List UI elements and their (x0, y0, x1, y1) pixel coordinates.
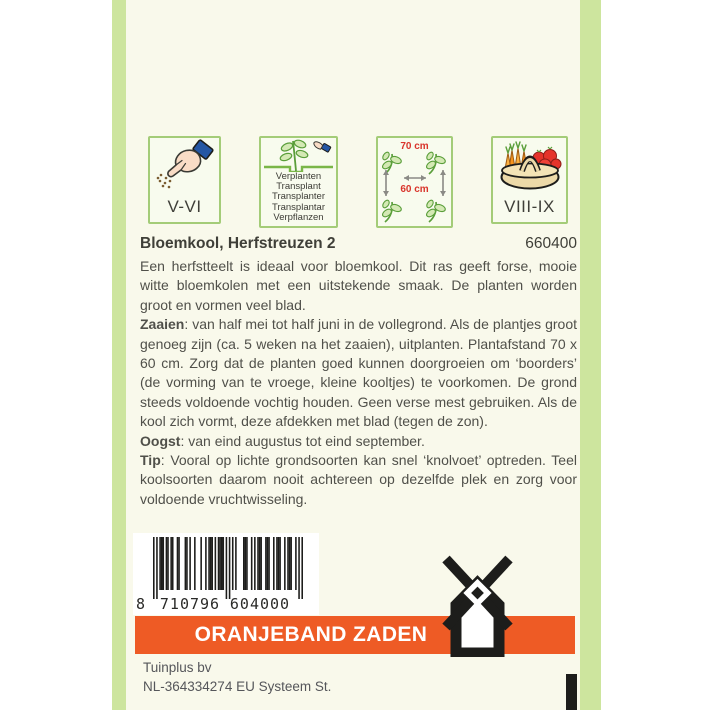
registration-number: NL-364334274 EU Systeem St. (143, 678, 332, 694)
print-registration-mark (566, 674, 577, 710)
pictogram-row (148, 136, 568, 228)
sowing-period-box (148, 136, 221, 224)
transplant-label-fr: Transplanter (272, 191, 325, 203)
plant-spacing-box (376, 136, 453, 228)
tip-paragraph (140, 451, 577, 509)
company-name: Tuinplus bv (143, 660, 212, 675)
tip-body: : Vooral op lichte grondsoorten kan snel ‘knolvoet’ optreden. Teel koolsoorten daarom nooit achtereen op dezelfde plek en zorg voor voldoende vruchtwisseling. (140, 452, 577, 507)
barcode-group-right: 604000 (229, 595, 291, 613)
harvest-paragraph (140, 432, 577, 451)
harvest-lead: Oogst (140, 432, 181, 449)
sowing-paragraph (140, 315, 577, 431)
plant-spacing-label: 60 cm (400, 184, 429, 195)
barcode-lead-digit: 8 (136, 595, 146, 613)
sowing-body: : van half mei tot half juni in de vollegrond. Als de plantjes groot genoeg zijn (ca. 5 weken na het zaaien), uitplanten. Plantafstand 70 x 60 cm. Zorg dat de planten goed kunnen doorgroeien om ‘boorders’ (de vorming van te vroege, kleine kooltjes) te voorkomen. De grond steeds voldoende vochtig houden. Geen verse mest gebruiken. Als de kool zich vormt, deze afdekken met blad (tegen de zon). (140, 316, 577, 430)
intro-paragraph: Een herfstteelt is ideaal voor bloemkool. Dit ras geeft forse, mooie witte bloemkolen met een uitstekende smaak. De planten worden groot en vormen veel blad. (140, 258, 577, 313)
packet-left-edge (112, 0, 126, 710)
transplant-label-nl: Verplanten (275, 171, 322, 182)
description-text (140, 257, 577, 509)
barcode-group-left: 710796 (159, 595, 221, 613)
brand-band: ORANJEBAND ZADEN (135, 616, 575, 654)
transplant-box (259, 136, 338, 228)
harvest-period-label: VIII-IX (504, 197, 555, 216)
windmill-logo (441, 554, 514, 657)
harvest-body: : van eind augustus tot eind september. (180, 432, 425, 449)
tip-lead: Tip (140, 452, 161, 469)
barcode (133, 533, 319, 615)
variety-title: Bloemkool, Herfstreuzen 2 (140, 235, 336, 252)
packet-right-edge (580, 0, 601, 710)
sowing-period-label: V-VI (167, 197, 202, 216)
sowing-lead: Zaaien (140, 316, 185, 333)
barcode-bars (153, 537, 303, 601)
barcode-digits (133, 595, 319, 613)
row-spacing-label: 70 cm (400, 141, 429, 152)
transplant-icon (262, 138, 335, 172)
footer (143, 659, 331, 696)
article-number: 660400 (525, 235, 577, 252)
transplant-label-es: Transplantar (272, 201, 325, 213)
harvest-basket-icon (497, 138, 563, 192)
transplant-label-en: Transplant (276, 181, 321, 193)
transplant-label-de: Verpflanzen (273, 211, 324, 223)
sowing-hand-icon (154, 138, 216, 190)
header-row (140, 235, 577, 253)
harvest-period-box (491, 136, 568, 224)
transplant-labels (272, 172, 325, 223)
